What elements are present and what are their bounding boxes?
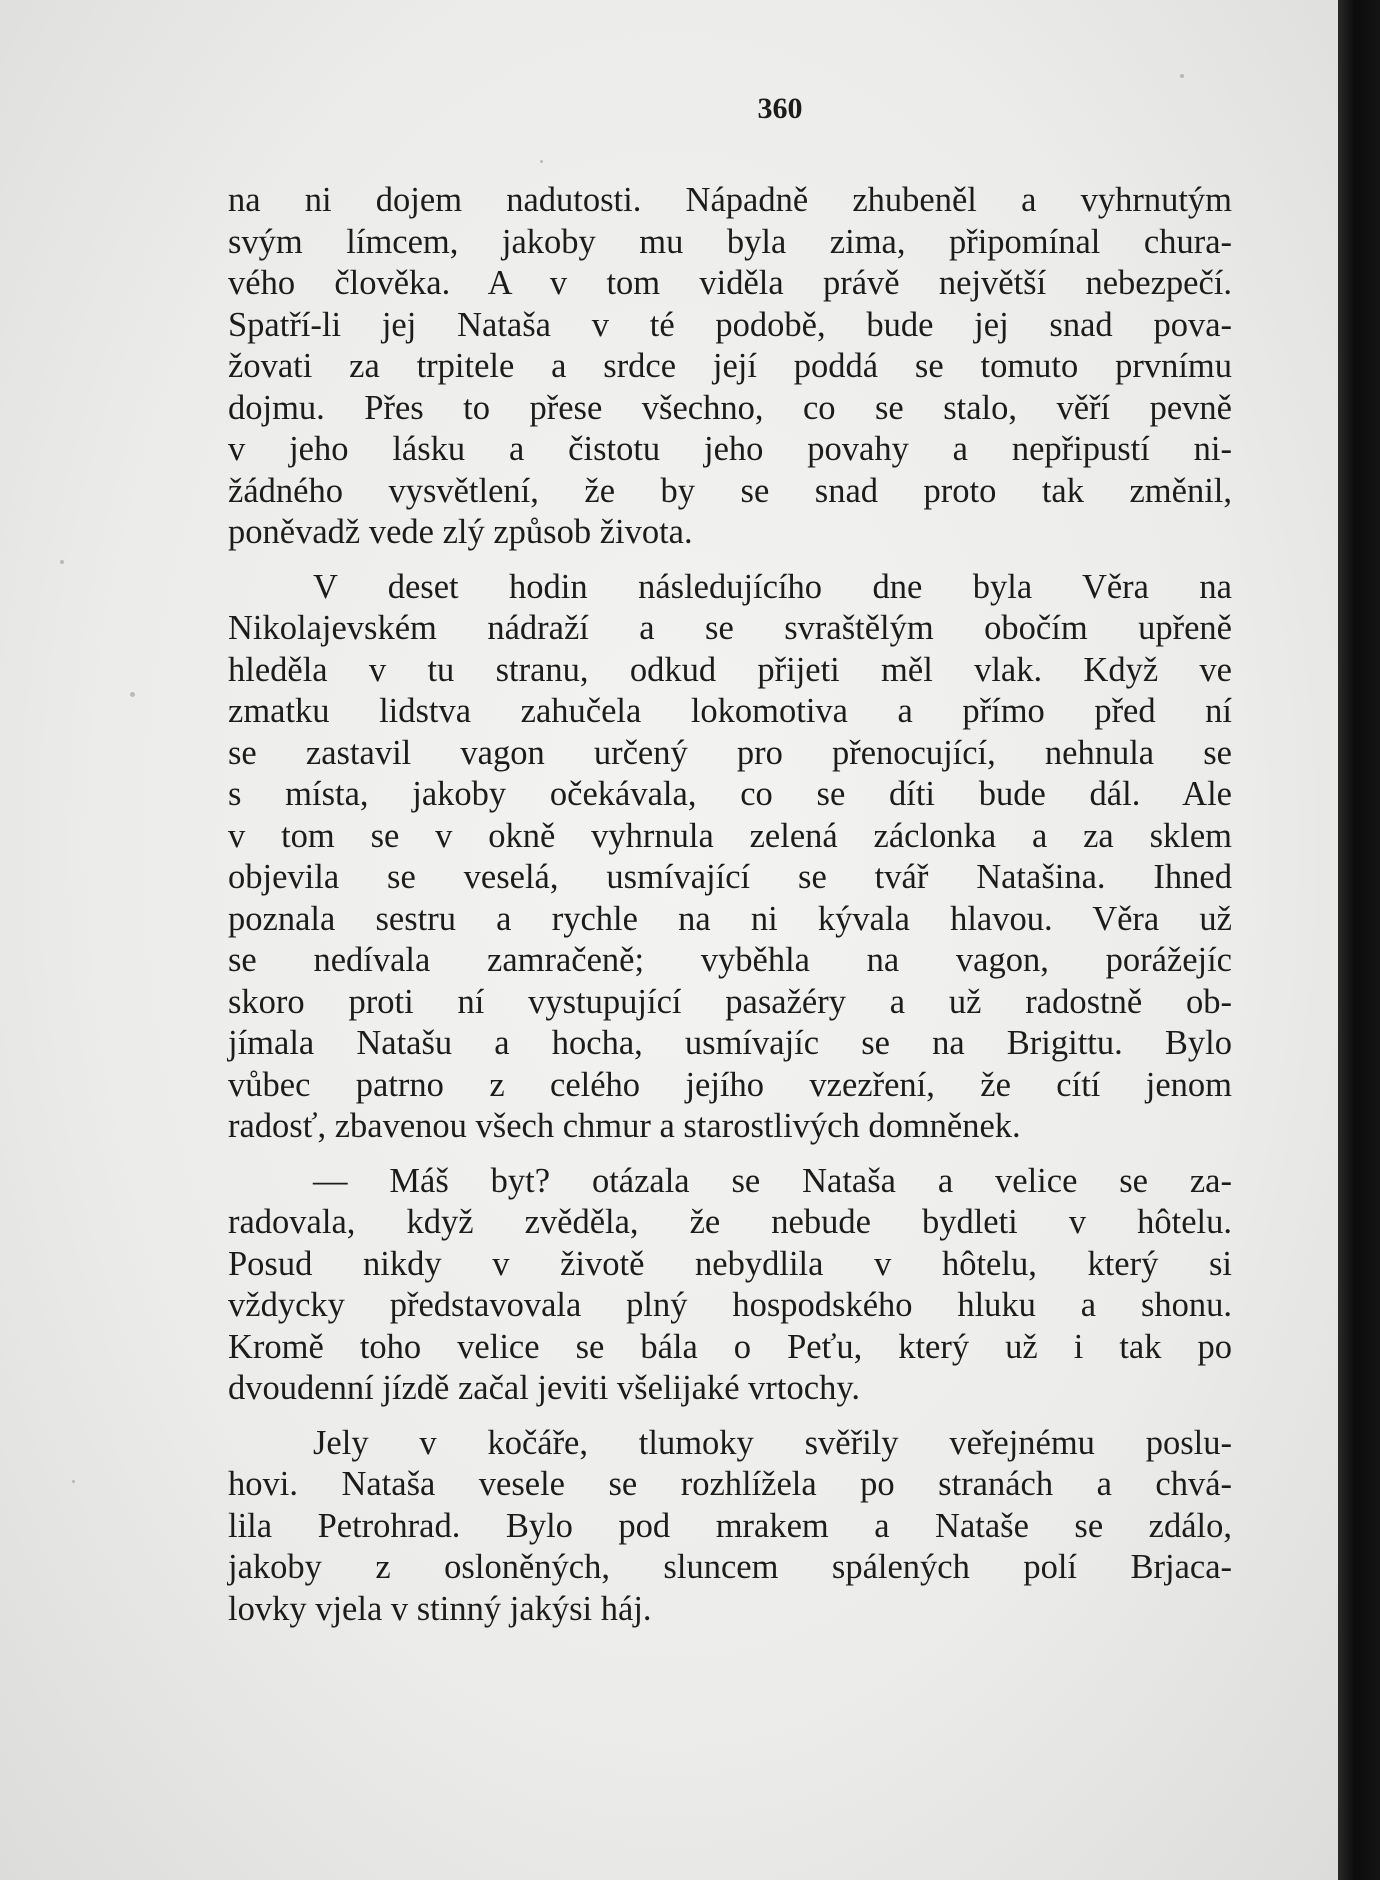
text-line: radosť, zbavenou všech chmur a starostlivých domněnek. (228, 1107, 1021, 1145)
paragraph-gap (228, 554, 1232, 567)
paper-speck (130, 692, 135, 697)
text-line: Spatří-li jej Nataša v té podobě, bude jej snad pova- (228, 305, 1232, 344)
text-line: dojmu. Přes to přese všechno, co se stalo, věří pevně (228, 388, 1232, 427)
text-line: Nikolajevském nádraží a se svraštělým obočím upřeně (228, 609, 1232, 647)
paragraph-gap (228, 1410, 1232, 1423)
text-line: s místa, jakoby očekávala, co se díti bude dál. Ale (228, 775, 1232, 813)
page-number: 360 (757, 92, 803, 125)
text-line: dvoudenní jízdě začal jeviti všelijaké vrtochy. (228, 1369, 860, 1407)
paragraph (228, 1423, 1232, 1631)
text-line: vého člověka. A v tom viděla právě největší nebezpečí. (228, 264, 1232, 302)
paragraph-gap (228, 1148, 1232, 1161)
text-line: v jeho lásku a čistotu jeho povahy a nepřipustí ni- (228, 430, 1232, 468)
text-line: Posud nikdy v životě nebydlila v hôtelu, který si (228, 1244, 1232, 1283)
text-line: Jely v kočáře, tlumoky svěřily veřejnému poslu- (313, 1423, 1232, 1462)
paper-speck (540, 160, 543, 163)
text-line: — Máš byt? otázala se Nataša a velice se za- (313, 1161, 1232, 1200)
text-line: hleděla v tu stranu, odkud přijeti měl vlak. Když ve (228, 650, 1232, 689)
paragraph (228, 567, 1232, 1148)
text-line: skoro proti ní vystupující pasažéry a už radostně ob- (228, 982, 1232, 1021)
text-line: lovky vjela v stinný jakýsi háj. (228, 1589, 652, 1628)
text-line: jímala Natašu a hocha, usmívajíc se na Brigittu. Bylo (228, 1024, 1232, 1062)
paragraph (228, 1161, 1232, 1410)
text-line: žádného vysvětlení, že by se snad proto tak změnil, (228, 471, 1232, 510)
text-line: Kromě toho velice se bála o Peťu, který už i tak po (228, 1327, 1232, 1366)
text-line: lila Petrohrad. Bylo pod mrakem a Nataše se zdálo, (228, 1506, 1232, 1545)
text-line: se nedívala zamračeně; vyběhla na vagon, porážejíc (228, 941, 1232, 979)
text-line: radovala, když zvěděla, že nebude bydleti v hôtelu. (228, 1203, 1232, 1241)
text-line: hovi. Nataša vesele se rozhlížela po stranách a chvá- (228, 1465, 1232, 1503)
text-line: žovati za trpitele a srdce její poddá se tomuto prvnímu (228, 347, 1232, 385)
text-line: svým límcem, jakoby mu byla zima, připomínal chura- (228, 222, 1232, 261)
paper-speck (1180, 74, 1184, 78)
page-edge-shadow (1338, 0, 1380, 1880)
text-line: jakoby z osloněných, sluncem spálených polí Brjaca- (228, 1548, 1232, 1586)
text-line: vůbec patrno z celého jejího vzezření, že cítí jenom (228, 1065, 1232, 1104)
text-line: v tom se v okně vyhrnula zelená záclonka a za sklem (228, 816, 1232, 855)
paragraph (228, 180, 1232, 554)
body-text (228, 180, 1232, 1630)
text-line: poznala sestru a rychle na ni kývala hlavou. Věra už (228, 899, 1232, 938)
text-line: na ni dojem nadutosti. Nápadně zhubeněl a vyhrnutým (228, 181, 1232, 219)
text-line: zmatku lidstva zahučela lokomotiva a přímo před ní (228, 692, 1232, 730)
text-line: poněvadž vede zlý způsob života. (228, 513, 693, 551)
paper-speck (60, 560, 64, 564)
paper-speck (72, 1480, 75, 1483)
text-line: se zastavil vagon určený pro přenocující, nehnula se (228, 733, 1232, 772)
text-line: vždycky představovala plný hospodského hluku a shonu. (228, 1286, 1232, 1324)
text-line: V deset hodin následujícího dne byla Věra na (313, 567, 1232, 606)
text-line: objevila se veselá, usmívající se tvář Natašina. Ihned (228, 858, 1232, 896)
